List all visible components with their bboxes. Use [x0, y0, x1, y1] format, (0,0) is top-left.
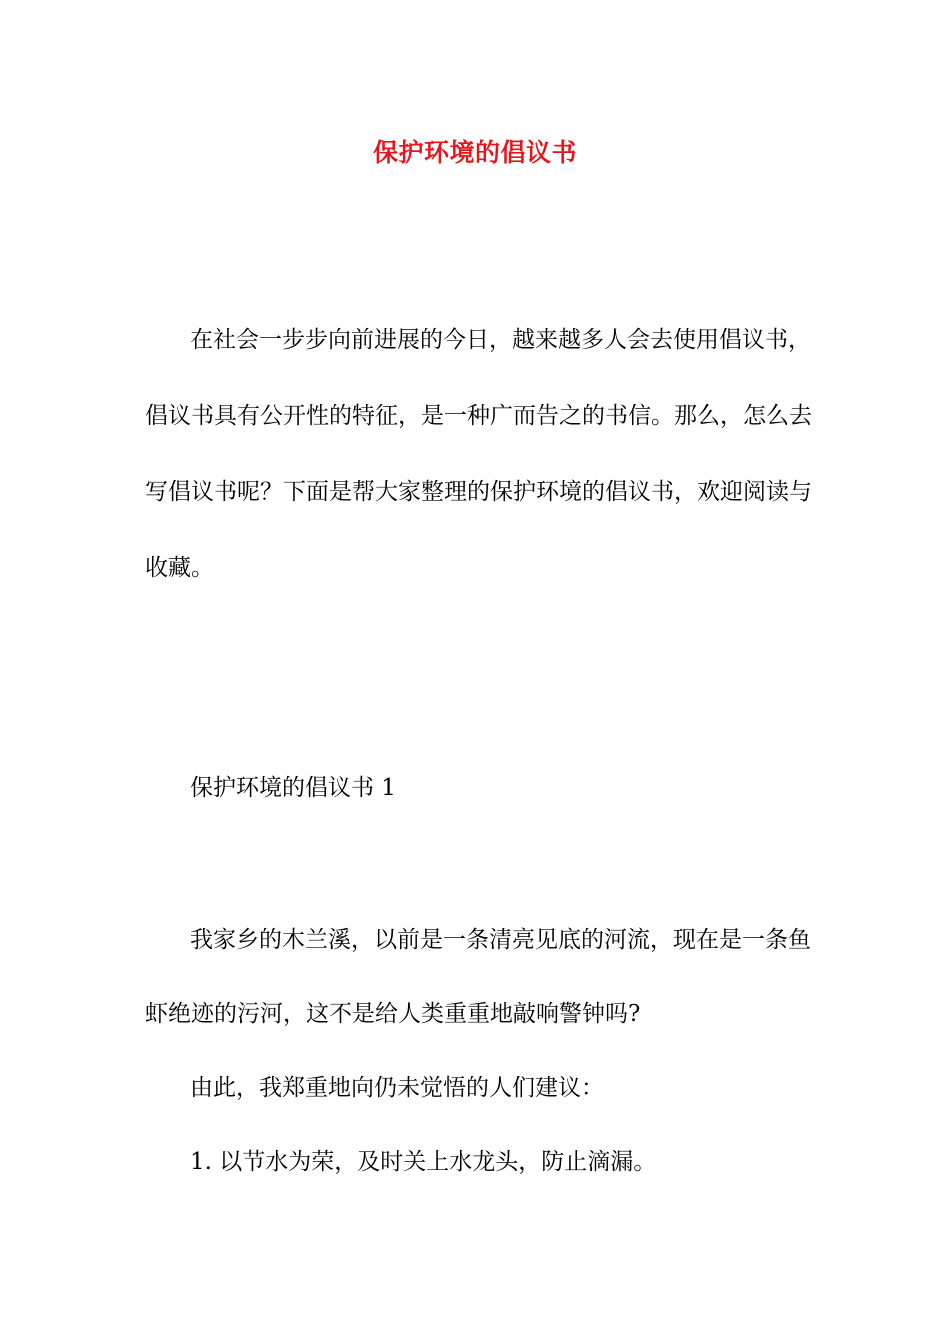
body-line-4: 1. 以节水为荣，及时关上水龙头，防止滴漏。	[190, 1149, 657, 1175]
intro-line-3: 写倡议书呢？下面是帮大家整理的保护环境的倡议书，欢迎阅读与	[145, 479, 812, 505]
intro-line-4: 收藏。	[145, 555, 214, 581]
document-title: 保护环境的倡议书	[372, 138, 577, 167]
section-heading: 保护环境的倡议书 1	[190, 775, 396, 801]
intro-line-1: 在社会一步步向前进展的今日，越来越多人会去使用倡议书，	[190, 327, 811, 353]
body-line-3: 由此，我郑重地向仍未觉悟的人们建议：	[190, 1075, 604, 1101]
body-line-1: 我家乡的木兰溪，以前是一条清亮见底的河流，现在是一条鱼	[190, 927, 811, 953]
intro-line-2: 倡议书具有公开性的特征，是一种广而告之的书信。那么，怎么去	[145, 403, 812, 429]
body-line-2: 虾绝迹的污河，这不是给人类重重地敲响警钟吗?	[145, 1001, 641, 1027]
